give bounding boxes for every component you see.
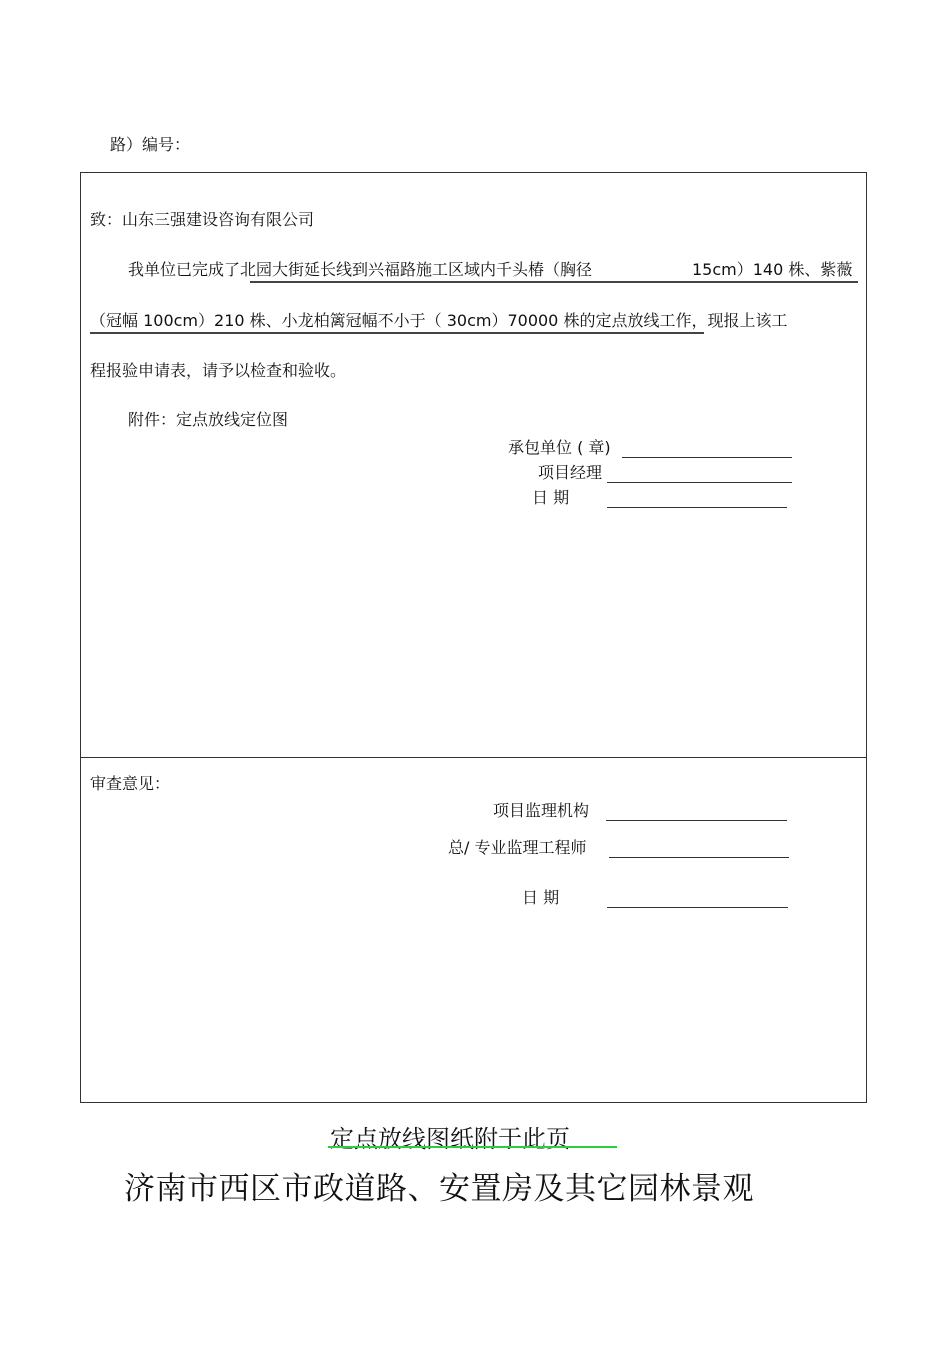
body-text-line-2: （冠幅 100cm）210 株、小龙柏篱冠幅不小于（ 30cm）70000 株的定点放线工作，现报上该工 xyxy=(90,311,788,330)
document-number-label: 路）编号： xyxy=(110,135,191,154)
contractor-signature-line xyxy=(622,457,792,458)
supervision-org-label: 项目监理机构 xyxy=(493,801,590,820)
review-date-line xyxy=(607,907,788,908)
supervising-engineer-line xyxy=(609,857,789,858)
review-opinion-label: 审查意见： xyxy=(90,774,171,793)
supervising-engineer-label: 总/ 专业监理工程师 xyxy=(448,838,587,857)
date-label-review: 日 期 xyxy=(522,888,560,907)
project-manager-signature-line xyxy=(607,482,792,483)
highlight-underline-1 xyxy=(250,281,858,283)
project-manager-label: 项目经理 xyxy=(538,463,603,482)
project-title: 济南市西区市政道路、安置房及其它园林景观 xyxy=(124,1171,754,1207)
contractor-label: 承包单位 ( 章) xyxy=(508,438,611,457)
attached-note-underline xyxy=(328,1146,617,1148)
body-text-line-1b: 15cm）140 株、紫薇 xyxy=(692,260,853,279)
highlight-underline-2 xyxy=(90,332,704,334)
attached-drawing-note: 定点放线图纸附于此页 xyxy=(330,1125,570,1153)
addressee-line: 致：山东三强建设咨询有限公司 xyxy=(90,210,315,229)
supervision-org-line xyxy=(606,820,787,821)
contractor-date-line xyxy=(607,507,787,508)
form-section-divider xyxy=(80,757,867,758)
date-label-contractor: 日 期 xyxy=(532,488,570,507)
body-text-line-3: 程报验申请表，请予以检查和验收。 xyxy=(90,361,347,380)
body-text-line-1a: 我单位已完成了北园大街延长线到兴福路施工区域内千头椿（胸径 xyxy=(128,260,593,279)
attachment-line: 附件：定点放线定位图 xyxy=(128,410,289,429)
